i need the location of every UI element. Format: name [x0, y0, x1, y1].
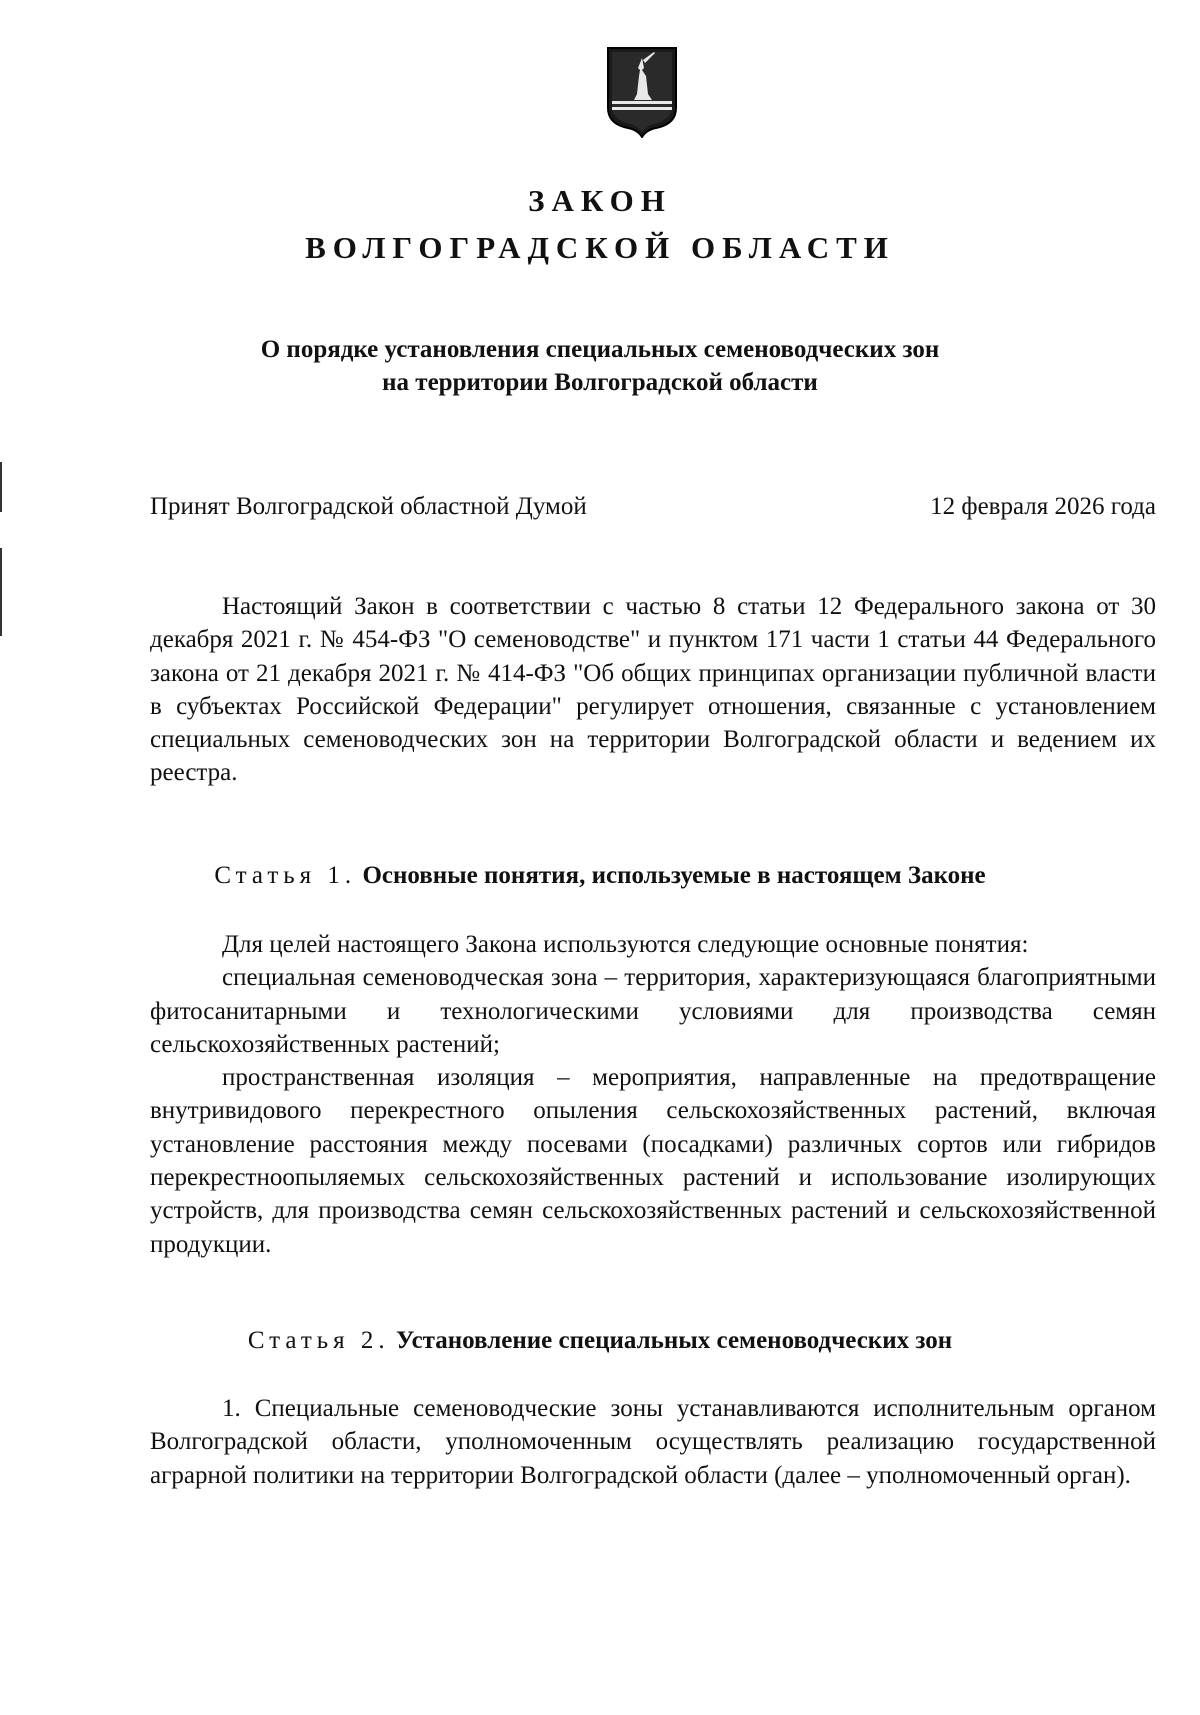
- subtitle-line: О порядке установления специальных семеноводческих зон: [260, 336, 940, 363]
- document-subtitle: [0, 333, 1200, 399]
- adopted-by: Принят Волгоградской областной Думой: [150, 493, 587, 520]
- article-paragraph: 1. Специальные семеноводческие зоны устанавливаются исполнительным органом Волгоградской области, уполномоченным осуществлять реализацию государственной аграрной политики на территории Волгоградской области (далее – уполномоченный орган).: [150, 1395, 1156, 1489]
- document-title: ЗАКОН: [528, 183, 672, 218]
- subtitle-line: на территории Волгоградской области: [382, 369, 818, 396]
- article-label: Статья 1.: [214, 862, 357, 889]
- article-2-body: [150, 1392, 1156, 1492]
- article-paragraph: специальная семеноводческая зона – территория, характеризующаяся благоприятными фитосанитарными и технологическими условиями для производства семян сельскохозяйственных растений;: [150, 964, 1156, 1058]
- article-title: Основные понятия, используемые в настоящем Законе: [362, 862, 986, 889]
- adoption-date: 12 февраля 2026 года: [930, 493, 1156, 520]
- article-paragraph: Для целей настоящего Закона используются следующие основные понятия:: [222, 931, 1029, 958]
- coat-of-arms-icon: [606, 46, 678, 138]
- document-title-region: ВОЛГОГРАДСКОЙ ОБЛАСТИ: [305, 230, 895, 265]
- article-1-body: [150, 928, 1156, 1261]
- preamble-paragraph: Настоящий Закон в соответствии с частью 8 статьи 12 Федерального закона от 30 декабря 2021 г. № 454-ФЗ "О семеноводстве" и пунктом 171 части 1 статьи 44 Федерального закона от 21 декабря 2021 г. № 414-ФЗ "Об общих принципах организации публичной власти в субъектах Российской Федерации" регулирует отношения, связанные с установлением специальных семеноводческих зон на территории Волгоградской области и ведением их реестра.: [150, 593, 1156, 787]
- article-paragraph: пространственная изоляция – мероприятия, направленные на предотвращение внутривидового перекрестного опыления сельскохозяйственных растений, включая установление расстояния между посевами (посадками) различных сортов или гибридов перекрестноопыляемых сельскохозяйственных растений и использование изолирующих устройств, для производства семян сельскохозяйственных растений и сельскохозяйственной продукции.: [150, 1064, 1156, 1258]
- article-label: Статья 2.: [247, 1327, 390, 1354]
- article-2-heading: [0, 1327, 1200, 1355]
- article-title: Установление специальных семеноводческих зон: [395, 1327, 953, 1354]
- article-1-heading: [0, 862, 1200, 890]
- scan-artifact: [0, 462, 2, 512]
- scan-artifact: [0, 548, 2, 636]
